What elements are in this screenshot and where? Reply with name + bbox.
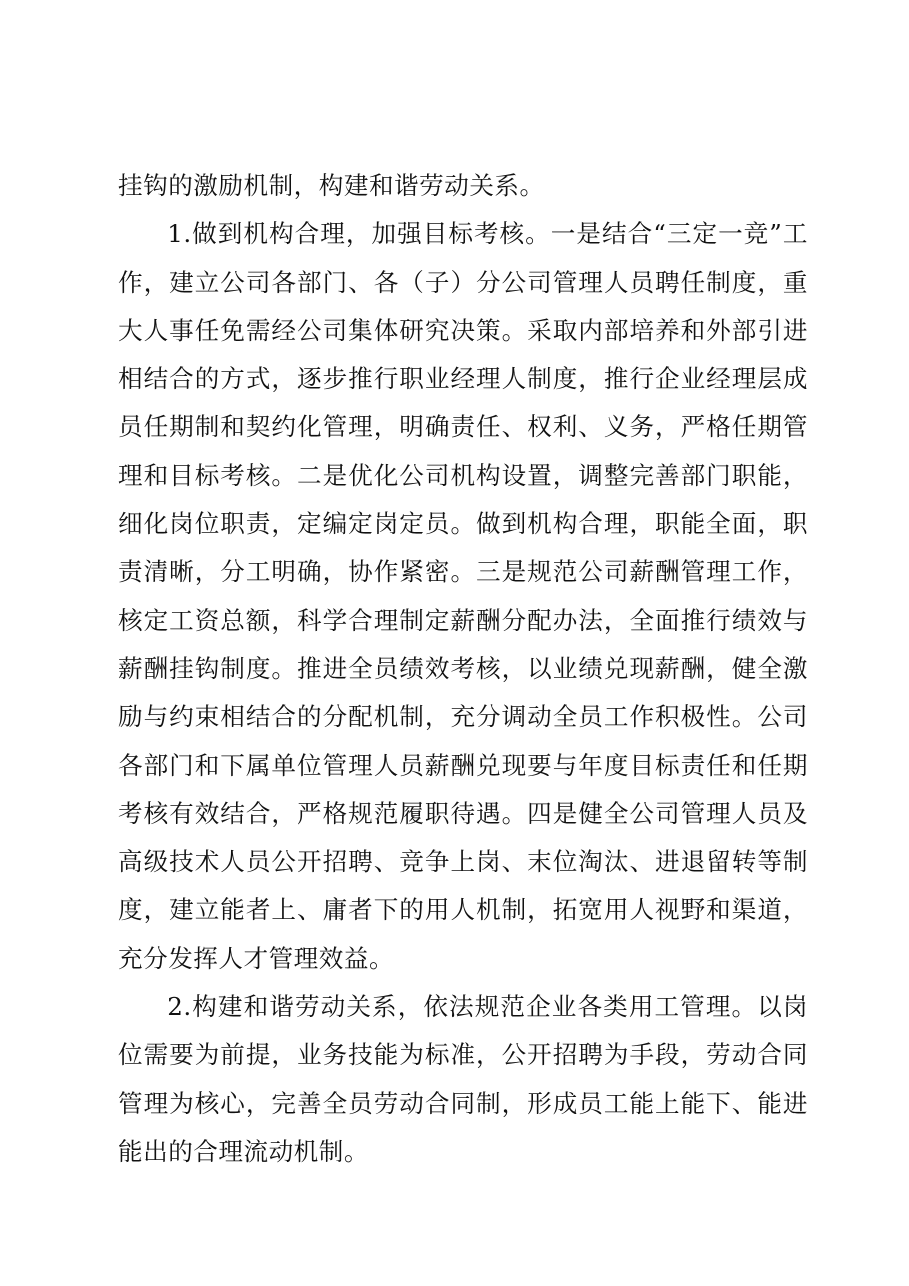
paragraph-continuation: 挂钩的激励机制，构建和谐劳动关系。	[118, 171, 545, 200]
document-body	[118, 162, 808, 1176]
paragraph-item-1: 1.做到机构合理，加强目标考核。一是结合“三定一竞”工作，建立公司各部门、各（子）分公司管理人员聘任制度，重大人事任免需经公司集体研究决策。采取内部培养和外部引进相结合的方式，逐步推行职业经理人制度，推行企业经理层成员任期制和契约化管理，明确责任、权利、义务，严格任期管理和目标考核。二是优化公司机构设置，调整完善部门职能，细化岗位职责，定编定岗定员。做到机构合理，职能全面，职责清晰，分工明确，协作紧密。三是规范公司薪酬管理工作，核定工资总额，科学合理制定薪酬分配办法，全面推行绩效与薪酬挂钩制度。推进全员绩效考核，以业绩兑现薪酬，健全激励与约束相结合的分配机制，充分调动全员工作积极性。公司各部门和下属单位管理人员薪酬兑现要与年度目标责任和任期考核有效结合，严格规范履职待遇。四是健全公司管理人员及高级技术人员公开招聘、竞争上岗、末位淘汰、进退留转等制度，建立能者上、庸者下的用人机制，拓宽用人视野和渠道，充分发挥人才管理效益。	[118, 219, 808, 973]
paragraph-item-2: 2.构建和谐劳动关系，依法规范企业各类用工管理。以岗位需要为前提，业务技能为标准，公开招聘为手段，劳动合同管理为核心，完善全员劳动合同制，形成员工能上能下、能进能出的合理流动机制。	[118, 992, 808, 1166]
